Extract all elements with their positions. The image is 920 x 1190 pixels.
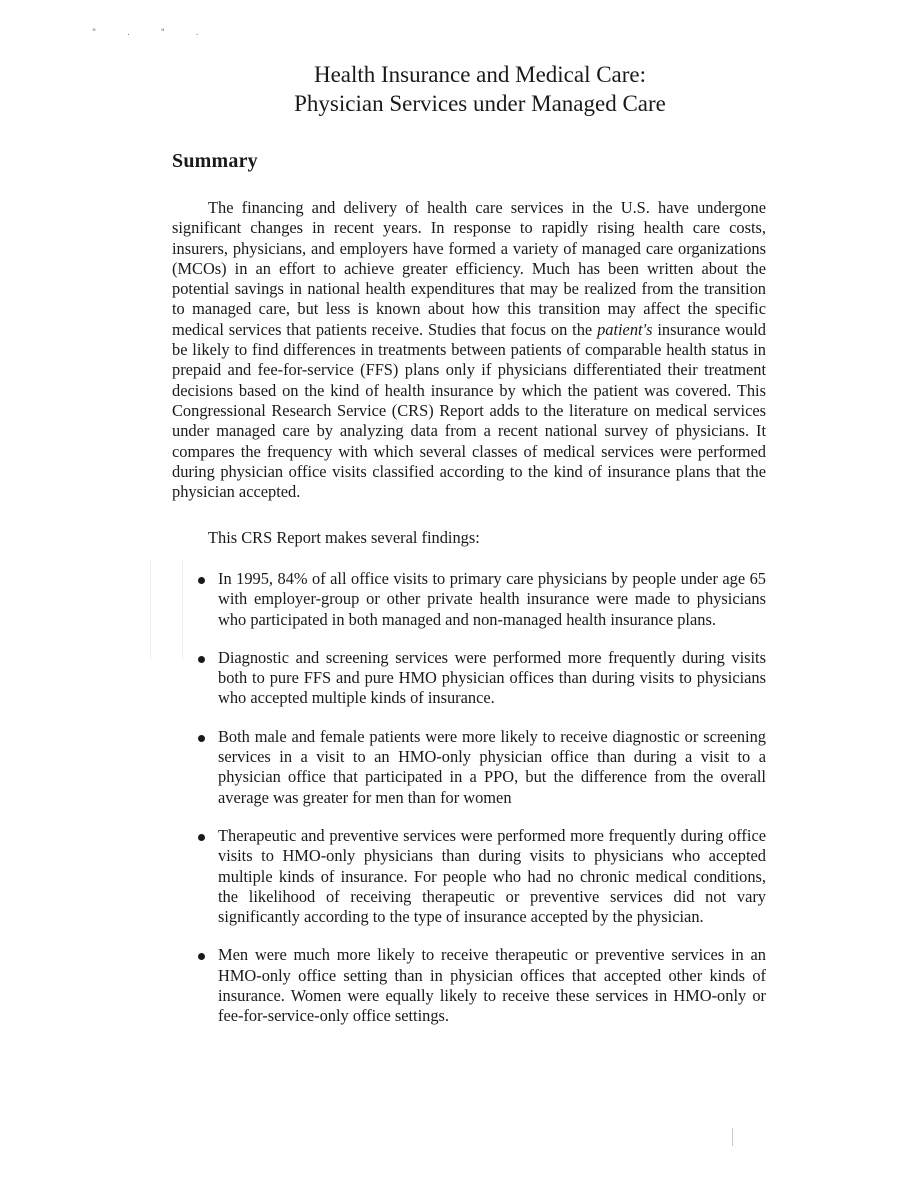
summary-paragraph-emphasis: patient's xyxy=(597,319,653,339)
scan-artifact-tick xyxy=(732,1128,733,1146)
finding-text: Both male and female patients were more likely to receive diagnostic or screening services in a visit to an HMO-only physician office than during a visit to a physician office that participated in a PPO, but the difference from the overall average was greater for men than for women xyxy=(218,726,766,807)
scan-artifact-line xyxy=(182,560,183,660)
findings-list xyxy=(196,569,766,1045)
scan-artifact-line xyxy=(150,560,151,660)
summary-paragraph-text: The financing and delivery of health care services in the U.S. have undergone significant changes in recent years. In response to rapidly rising health care costs, insurers, physicians, and employers have formed a variety of managed care organizations (MCOs) in an effort to achieve greater efficiency. Much has been written about the potential savings in national health expenditures that may be realized from the transition to managed care, but less is known about how this transition may affect the specific medical services that patients receive. Studies that focus on the xyxy=(172,198,766,339)
summary-heading: Summary xyxy=(172,150,258,172)
finding-item xyxy=(196,727,766,808)
finding-text: Therapeutic and preventive services were performed more frequently during office visits to HMO-only physicians than during visits to physicians who accepted multiple kinds of insurance. For people who had no chronic medical conditions, the likelihood of receiving therapeutic or preventive services did not vary significantly according to the type of insurance accepted by the physician. xyxy=(218,825,766,927)
document-title-line-1: Health Insurance and Medical Care: xyxy=(313,62,647,87)
bullet-dot-icon xyxy=(198,735,205,742)
finding-item xyxy=(196,826,766,927)
finding-text: Diagnostic and screening services were performed more frequently during visits both to pure FFS and pure HMO physician offices than during visits to physicians who accepted multiple kinds of insurance. xyxy=(218,647,766,708)
finding-item xyxy=(196,569,766,630)
bullet-dot-icon xyxy=(198,953,205,960)
bullet-dot-icon xyxy=(198,656,205,663)
summary-paragraph-continuation: insurance would be likely to find differences in treatments between patients of comparable health status in prepaid and fee-for-service (FFS) plans only if physicians differentiated their treatment decisions based on the kind of health insurance by which the patient was covered. This Congressional Research Service (CRS) Report adds to the literature on medical services under managed care by analyzing data from a recent national survey of physicians. It compares the frequency with which several classes of medical services were performed during physician office visits classified according to the kind of insurance plans that the physician accepted. xyxy=(172,319,766,502)
document-title-line-2: Physician Services under Managed Care xyxy=(294,91,666,116)
scan-artifact-marks: " . " . xyxy=(92,28,213,38)
findings-lead: This CRS Report makes several findings: xyxy=(208,528,480,547)
bullet-dot-icon xyxy=(198,834,205,841)
finding-item xyxy=(196,945,766,1026)
finding-text: Men were much more likely to receive therapeutic or preventive services in an HMO-only office setting than in physician offices that accepted other kinds of insurance. Women were equally likely to receive these services in HMO-only or fee-for-service-only office settings. xyxy=(218,945,766,1026)
summary-paragraph xyxy=(172,198,766,502)
finding-item xyxy=(196,648,766,709)
bullet-dot-icon xyxy=(198,577,205,584)
finding-text: In 1995, 84% of all office visits to primary care physicians by people under age 65 with employer-group or other private health insurance were made to physicians who participated in both managed and non-managed health insurance plans. xyxy=(218,569,766,629)
document-title xyxy=(140,60,820,118)
